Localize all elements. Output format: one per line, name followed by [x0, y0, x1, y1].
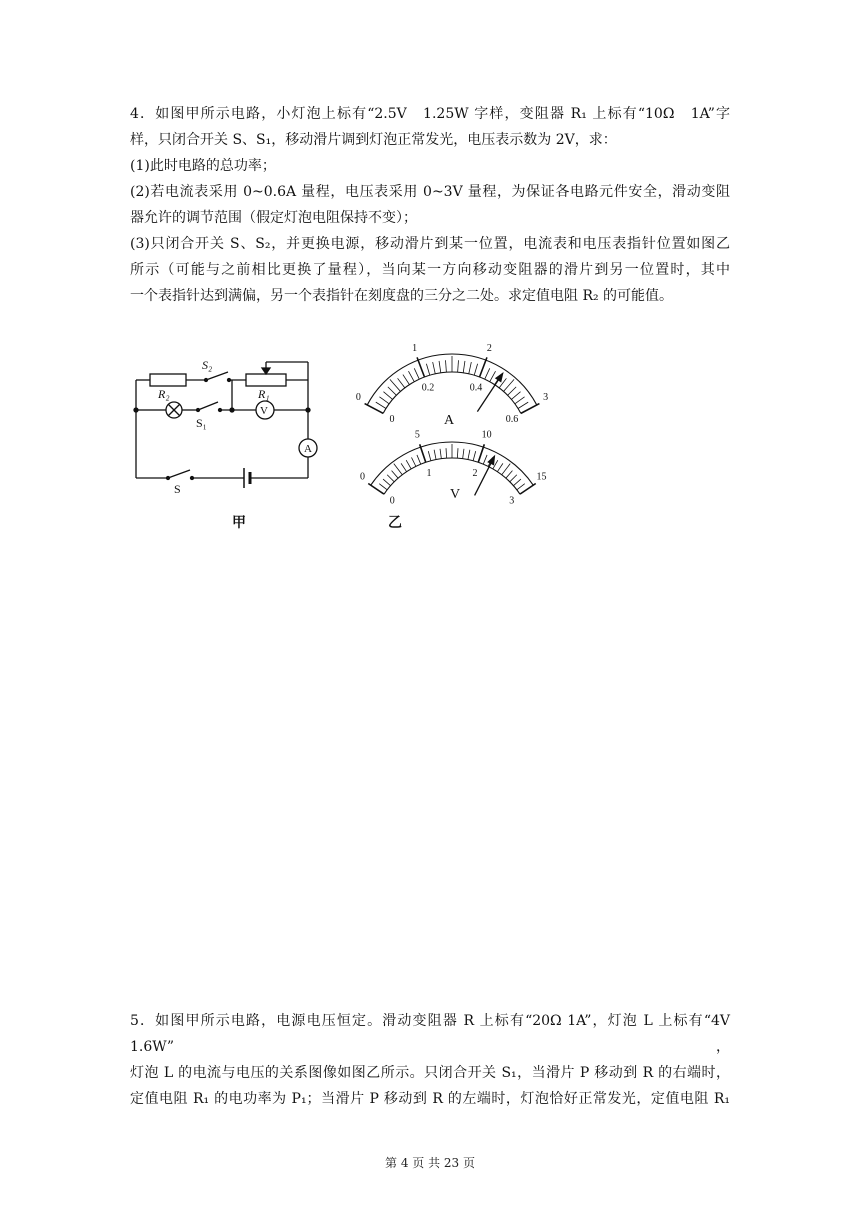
problem-4-line: 器允许的调节范围（假定灯泡电阻保持不变）； — [130, 210, 417, 226]
ammeter-tick — [408, 371, 414, 382]
problem-5-line: 5．如图甲所示电路，电源电压恒定。滑动变阻器 R 上标有“20Ω 1A”，灯泡 L 上标有“4V 1.6W”， — [130, 1013, 730, 1055]
label-r1: R₁ — [258, 387, 270, 401]
problem-4-line: 样，只闭合开关 S、S₁，移动滑片调到灯泡正常发光，电压表示数为 2V，求： — [130, 132, 617, 148]
ammeter-tick — [390, 379, 401, 391]
ammeter-tick — [414, 368, 419, 379]
ammeter-needle-head — [496, 373, 503, 381]
voltmeter-tick — [446, 448, 447, 458]
voltmeter-tick — [392, 471, 399, 479]
label-a: A — [304, 443, 312, 455]
label-v: V — [260, 405, 268, 417]
voltmeter-tick — [510, 475, 517, 482]
ammeter-tick — [504, 379, 515, 391]
voltmeter-inner-label: 3 — [509, 495, 515, 507]
rheostat-r1 — [246, 374, 286, 386]
voltmeter-tick — [440, 449, 441, 459]
ammeter-tick — [474, 364, 477, 376]
voltmeter-outer-label: 15 — [536, 471, 547, 483]
problem-4 — [130, 101, 730, 309]
ammeter-tick — [383, 392, 392, 400]
ammeter-tick — [480, 357, 487, 377]
ammeter-inner-label: 0.4 — [469, 382, 483, 394]
voltmeter-tick — [417, 455, 421, 464]
voltmeter-tick — [411, 457, 415, 466]
ammeter-tick — [463, 361, 465, 373]
voltmeter-tick — [513, 479, 520, 486]
ammeter-tick — [458, 360, 459, 372]
voltmeter-unit: V — [450, 487, 461, 502]
ammeter-tick — [433, 362, 436, 374]
problem-4-line: 4．如图甲所示电路，小灯泡上标有“2.5V 1.25W 字样，变阻器 R₁ 上标有“10Ω 1A”字 — [130, 106, 730, 122]
voltmeter-tick — [478, 444, 484, 462]
ammeter-tick — [515, 397, 525, 404]
ammeter-tick — [518, 402, 528, 408]
voltmeter-inner-label: 1 — [426, 467, 432, 479]
voltmeter-inner-label: 2 — [472, 467, 478, 479]
ammeter-tick — [426, 364, 429, 376]
voltmeter-inner-label: 0 — [389, 495, 395, 507]
switch-s1 — [198, 402, 218, 410]
page-footer: 第 4 页 共 23 页 — [385, 1156, 475, 1170]
problem-4-line: (3)只闭合开关 S、S₂，并更换电源，移动滑片到某一位置，电流表和电压表指针位置如图乙 — [130, 236, 730, 252]
voltmeter-tick — [428, 451, 431, 461]
circuit-diagram-jia — [128, 352, 338, 501]
ammeter-tick — [417, 357, 424, 377]
voltmeter-tick — [383, 479, 390, 486]
ammeter-inner-label: 0.2 — [421, 382, 435, 394]
voltmeter-tick — [434, 450, 436, 460]
voltmeter-tick — [473, 451, 476, 461]
problem-5 — [130, 1008, 730, 1112]
voltmeter-tick — [401, 463, 407, 471]
meters-figure-yi — [355, 332, 550, 516]
caption-jia: 甲 — [232, 515, 246, 531]
problem-4-line: (2)若电流表采用 0~0.6A 量程，电压表采用 0~3V 量程，为保证各电路元件安全，滑动变阻 — [130, 184, 730, 200]
problem-4-line: (1)此时电路的总功率； — [130, 158, 276, 174]
voltmeter-tick — [468, 450, 470, 460]
voltmeter-tick — [387, 475, 394, 482]
ammeter-tick — [446, 360, 447, 372]
voltmeter-outer-label: 10 — [481, 429, 492, 441]
ammeter-tick — [469, 362, 472, 374]
ammeter-tick — [490, 371, 496, 382]
ammeter-tick — [485, 368, 490, 379]
ammeter-tick — [398, 378, 405, 388]
problem-5-line: 定值电阻 R₁ 的电功率为 P₁；当滑片 P 移动到 R 的左端时，灯泡恰好正常发光，定值电阻 R₁ — [130, 1091, 730, 1107]
voltmeter-tick — [502, 464, 510, 475]
caption-yi: 乙 — [388, 515, 402, 531]
resistor-r2 — [150, 374, 186, 386]
ammeter-outer-label: 3 — [543, 392, 549, 404]
switch-s2 — [206, 372, 228, 380]
voltmeter-tick — [457, 448, 458, 458]
voltmeter-outer-label: 5 — [414, 429, 420, 441]
ammeter-tick — [439, 361, 441, 373]
voltmeter-tick — [483, 455, 487, 464]
problem-4-line: 一个表指针达到满偏，另一个表指针在刻度盘的三分之二处。求定值电阻 R₂ 的可能值。 — [130, 288, 674, 304]
ammeter-tick — [376, 402, 386, 408]
problem-5-line: 灯泡 L 的电流与电压的关系图像如图乙所示。只闭合开关 S₁，当滑片 P 移动到 R 的右端时， — [130, 1065, 730, 1081]
voltmeter-tick — [394, 464, 402, 475]
ammeter-tick — [511, 392, 520, 400]
ammeter-inner-label: 0 — [389, 414, 395, 426]
ammeter-tick — [403, 375, 410, 385]
ammeter-tick — [388, 387, 397, 395]
ammeter-inner-label: 0.6 — [505, 414, 519, 426]
voltmeter-tick — [420, 444, 426, 462]
label-s: S — [174, 482, 181, 496]
ammeter-unit: A — [444, 413, 455, 428]
label-s1: S₁ — [196, 416, 207, 430]
label-s2: S₂ — [202, 358, 213, 372]
switch-s — [168, 470, 190, 478]
voltmeter-tick — [517, 484, 525, 490]
voltmeter-tick — [406, 460, 411, 469]
ammeter-tick — [379, 397, 389, 404]
ammeter-outer-label: 2 — [486, 342, 492, 354]
ammeter-outer-label: 0 — [355, 392, 361, 404]
ammeter-outer-label: 1 — [412, 342, 418, 354]
voltmeter-tick — [463, 449, 464, 459]
voltmeter-tick — [506, 471, 513, 479]
voltmeter-tick — [379, 484, 387, 490]
label-r2: R₂ — [158, 387, 170, 401]
problem-4-line: 所示（可能与之前相比更换了量程），当向某一方向移动变阻器的滑片到另一位置时，其中 — [130, 262, 730, 278]
voltmeter-outer-label: 0 — [359, 471, 365, 483]
ammeter-tick — [508, 387, 517, 395]
voltmeter-tick — [497, 463, 503, 471]
